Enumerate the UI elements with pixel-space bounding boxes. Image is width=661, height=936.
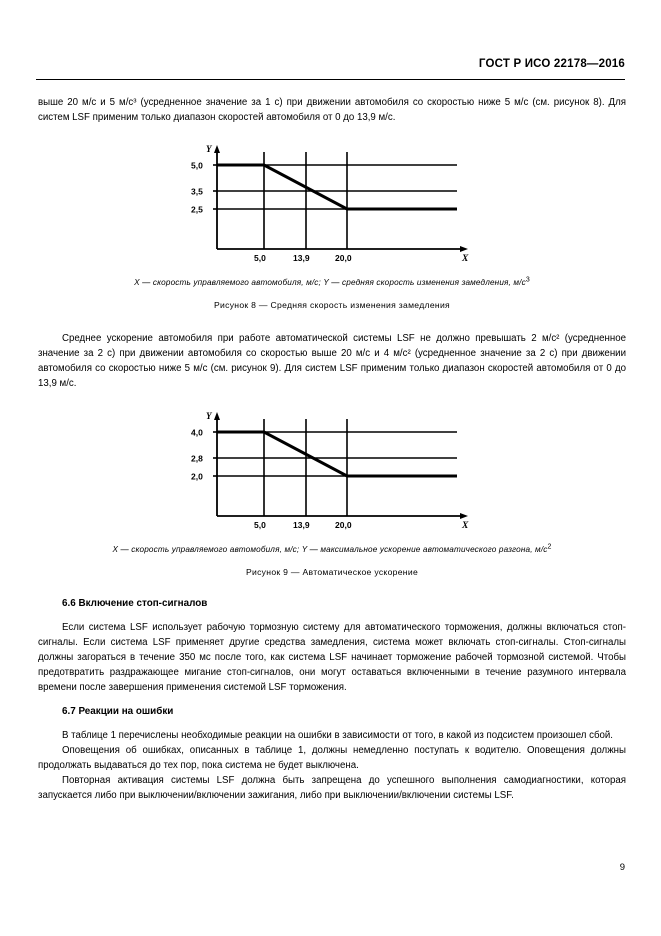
spacer <box>38 717 626 728</box>
paragraph-6-7-3 <box>38 773 626 803</box>
figure-8-x-tick-1: 13,9 <box>293 253 310 264</box>
page-content <box>38 95 626 804</box>
figure-8-x-tick-2: 20,0 <box>335 253 352 264</box>
figure-9-y-tick-1: 2,8 <box>191 453 203 464</box>
figure-8-chart <box>38 141 626 266</box>
paragraph-6-6-1 <box>38 620 626 695</box>
figure-9-note-y: Y — максимальное ускорение автоматического разгона, м/с <box>301 544 548 554</box>
page-header-title: ГОСТ Р ИСО 22178—2016 <box>478 58 625 70</box>
figure-9-x-tick-2: 20,0 <box>335 519 352 530</box>
paragraph-intro-text: выше 20 м/с и 5 м/с³ (усредненное значение за 1 с) при движении автомобиля со скоростью ниже 5 м/с (см. рисунок 8). Для систем LSF применим только диапазон скоростей автомобиля от 0 до 13,9 м/с. <box>38 97 626 124</box>
figure-9-note-y-exponent: 2 <box>547 542 552 550</box>
figure-9-y-tick-2: 2,0 <box>191 471 203 482</box>
figure-9-x-tick-0: 5,0 <box>254 519 266 530</box>
figure-9-y-tick-0: 4,0 <box>191 427 203 438</box>
figure-9-chart <box>38 408 626 533</box>
paragraph-after-figure-8-text: Среднее ускорение автомобиля при работе автоматической системы LSF не должно превышать 2 м/с² (усредненное значение за 2 с) при движении автомобиля со скоростью выше 20 м/с и 4 м/с² (усредненное значение за 2 с) при движении автомобиля со скоростью ниже 5 м/с (см. рисунок 9). Для систем LSF применим только диапазон скоростей автомобиля от 0 до 13,9 м/с. <box>38 333 626 390</box>
figure-9-note-x: X — скорость управляемого автомобиля, м/с; <box>112 544 300 554</box>
spacer <box>38 609 626 620</box>
paragraph-6-7-3-text: Повторная активация системы LSF должна быть запрещена до успешного выполнения самодиагностики, которая запускается либо при выключении/включении зажигания, либо при выключении/включении системы LSF. <box>38 775 626 802</box>
section-heading-6-7: 6.7 Реакции на ошибки <box>62 706 174 718</box>
page-number: 9 <box>619 862 625 873</box>
figure-8-y-axis-label: Y <box>206 144 212 155</box>
figure-8-note-x: X — скорость управляемого автомобиля, м/с; <box>134 278 321 288</box>
spacer <box>38 287 626 300</box>
paragraph-6-7-1 <box>38 728 626 743</box>
paragraph-6-7-2 <box>38 743 626 773</box>
figure-9-caption: Рисунок 9 — Автоматическое ускорение <box>245 566 419 577</box>
figure-8-x-axis-label: X <box>462 254 469 265</box>
figure-9-x-tick-1: 13,9 <box>293 519 310 530</box>
figure-8-note-y-exponent: 3 <box>525 276 530 284</box>
figure-8-y-tick-0: 5,0 <box>191 160 203 171</box>
figure-9 <box>38 408 626 577</box>
header-divider <box>36 79 625 80</box>
figure-9-y-axis-label: Y <box>206 410 212 421</box>
paragraph-6-6-1-text: Если система LSF использует рабочую тормозную систему для автоматического торможения, должны включаться стоп-сигналы. Если система LSF применяет другие средства замедления, система может включать стоп-сигналы. Стоп-сигналы должны загораться в течение 350 мс после того, как система LSF начинает торможение рабочей тормозной системой. Чтобы предотвратить раздражающее мигание стоп-сигналов, они могут оставаться включенными в течение разумного интервала времени после завершения применения системой LSF торможения. <box>38 621 626 693</box>
spacer <box>38 266 626 278</box>
paragraph-6-7-1-text: В таблице 1 перечислены необходимые реакции на ошибки в зависимости от того, в какой из подсистем произошел сбой. <box>62 730 613 742</box>
figure-9-x-axis-label: X <box>462 520 469 531</box>
paragraph-6-7-2-text: Оповещения об ошибках, описанных в таблице 1, должны немедленно поступать к водителю. Оповещения должны продолжать выдаваться до тех пор, пока система не будет выключена. <box>38 745 626 772</box>
figure-8-caption: Рисунок 8 — Средняя скорость изменения замедления <box>213 300 451 311</box>
spacer <box>38 554 626 567</box>
spacer <box>38 392 626 408</box>
figure-8-y-tick-1: 3,5 <box>191 186 203 197</box>
figure-8-note-y: Y — средняя скорость изменения замедления, м/с <box>323 278 526 288</box>
figure-8 <box>38 141 626 310</box>
paragraph-after-figure-8 <box>38 331 626 391</box>
figure-8-note <box>38 278 626 287</box>
spacer <box>38 577 626 598</box>
spacer <box>38 695 626 706</box>
section-heading-6-6: 6.6 Включение стоп-сигналов <box>62 597 208 609</box>
spacer <box>38 533 626 545</box>
figure-8-x-tick-0: 5,0 <box>254 253 266 264</box>
spacer <box>38 310 626 331</box>
figure-8-canvas <box>38 141 626 266</box>
spacer <box>38 125 626 141</box>
paragraph-intro <box>38 95 626 125</box>
figure-9-note <box>38 542 626 554</box>
figure-8-y-tick-2: 2,5 <box>191 204 203 215</box>
figure-9-canvas <box>38 408 626 533</box>
